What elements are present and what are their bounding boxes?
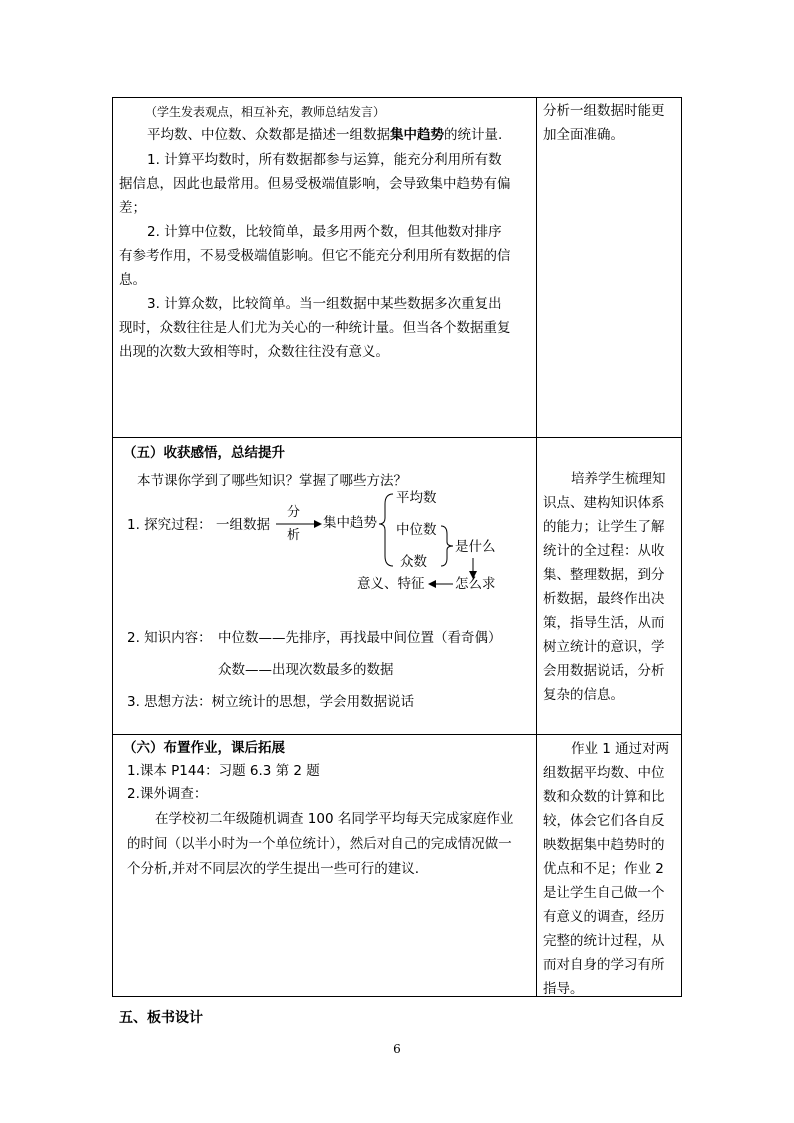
table-row [113, 735, 682, 997]
diagram-what: 是什么 [455, 539, 496, 555]
row2-right-cell [537, 438, 682, 735]
row1-right-cell [537, 98, 682, 438]
board-design-heading: 五、板书设计 [119, 1010, 203, 1026]
summary-question: 本节课你学到了哪些知识？掌握了哪些方法？ [137, 473, 407, 489]
homework-1: 1.课本 P144：习题 6.3 第 2 题 [127, 763, 320, 779]
row3-right-line: 是让学生自己做一个 [543, 885, 665, 901]
row3-right-line: 有意义的调查，经历 [543, 909, 665, 925]
row3-right-line: 作业 1 通过对两 [571, 741, 670, 757]
item3-method: 3. 思想方法：树立统计的思想，学会用数据说话 [127, 694, 415, 710]
row3-right-line: 映数据集中趋势时的 [543, 837, 665, 853]
row2-right-line: 集、整理数据，到分 [543, 567, 665, 583]
row2-right-line: 复杂的信息。 [543, 687, 624, 703]
row2-right-line: 统计的全过程：从收 [543, 543, 665, 559]
item2-mode: 众数——出现次数最多的数据 [218, 662, 394, 678]
flow-diagram-lines [113, 438, 537, 735]
row1-note: （学生发表观点，相互补充，教师总结发言） [145, 105, 386, 119]
row1-line-3: 差； [119, 200, 146, 216]
row2-right-line: 的能力；让学生了解 [543, 519, 665, 535]
row2-right-line: 识点、建构知识体系 [543, 495, 665, 511]
item2-median: 中位数——先排序，再找最中间位置（看奇偶） [218, 630, 502, 646]
survey-line: 的时间（以半小时为一个单位统计），然后对自己的完成情况做一 [127, 836, 512, 852]
brace-branches [379, 494, 393, 566]
row2-right-line: 策，指导生活，从而 [543, 615, 665, 631]
row1-right-line: 分析一组数据时能更 [543, 103, 665, 119]
page-number: 6 [393, 1042, 401, 1056]
item2-label: 2. 知识内容： [127, 630, 212, 646]
branch-mean: 平均数 [396, 490, 437, 506]
row1-line-8: 现时，众数往往是人们尤为关心的一种统计量。但当各个数据重复 [119, 320, 511, 336]
row1-line-9: 出现的次数大致相等时，众数往往没有意义。 [119, 344, 389, 360]
row3-right-cell [537, 735, 682, 997]
homework-2: 2.课外调查： [127, 786, 208, 802]
branch-median: 中位数 [396, 522, 437, 538]
arrow-label-top: 分 [287, 505, 301, 520]
row3-right-line: 而对自身的学习有所 [543, 957, 665, 973]
lesson-plan-table [112, 97, 682, 997]
row3-right-line: 组数据平均数、中位 [543, 765, 665, 781]
diagram-how: 怎么求 [455, 576, 496, 592]
row3-right-line: 数和众数的计算和比 [543, 789, 665, 805]
row3-left-cell [113, 735, 537, 997]
row2-right-line: 树立统计的意识，学 [543, 639, 665, 655]
table-row [113, 98, 682, 438]
row1-right-line: 加全面准确。 [543, 127, 624, 143]
section-title-summary: （五）收获感悟，总结提升 [123, 445, 285, 461]
row3-right-line: 完整的统计过程，从 [543, 933, 665, 949]
row1-line-0: 平均数、中位数、众数都是描述一组数据集中趋势的统计量. [147, 127, 503, 143]
row2-right-line: 培养学生梳理知 [571, 471, 666, 487]
item1-label: 1. 探究过程： [127, 517, 212, 533]
survey-line: 在学校初二年级随机调查 100 名同学平均每天完成家庭作业 [155, 811, 514, 827]
row2-right-line: 会用数据说话，分析 [543, 663, 665, 679]
row3-right-line: 指导。 [543, 981, 584, 997]
row2-left-cell [113, 438, 537, 735]
row1-line-1: 1. 计算平均数时，所有数据都参与运算，能充分利用所有数 [147, 152, 502, 168]
section-title-homework: （六）布置作业，课后拓展 [123, 740, 285, 756]
arrow-label-bottom: 析 [287, 528, 301, 543]
row2-right-line: 析数据，最终作出决 [543, 591, 665, 607]
row1-left-cell [113, 98, 537, 438]
row1-line-2: 据信息，因此也最常用。但易受极端值影响，会导致集中趋势有偏 [119, 176, 511, 192]
survey-line: 个分析,并对不同层次的学生提出一些可行的建议. [127, 861, 420, 877]
table-row [113, 438, 682, 735]
brace-what [441, 526, 453, 566]
row1-line-6: 息。 [119, 272, 146, 288]
row1-line-5: 有参考作用，不易受极端值影响。但它不能充分利用所有数据的信 [119, 248, 511, 264]
branch-mode: 众数 [400, 554, 427, 570]
row3-right-line: 优点和不足；作业 2 [543, 861, 664, 877]
row1-line-4: 2. 计算中位数，比较简单，最多用两个数，但其他数对排序 [147, 224, 502, 240]
row3-right-line: 较，体会它们各自反 [543, 813, 665, 829]
diagram-target: 集中趋势 [323, 515, 377, 531]
row1-line-7: 3. 计算众数，比较简单。当一组数据中某些数据多次重复出 [147, 296, 502, 312]
diagram-meaning: 意义、特征 [357, 576, 425, 592]
diagram-start: 一组数据 [216, 517, 270, 533]
